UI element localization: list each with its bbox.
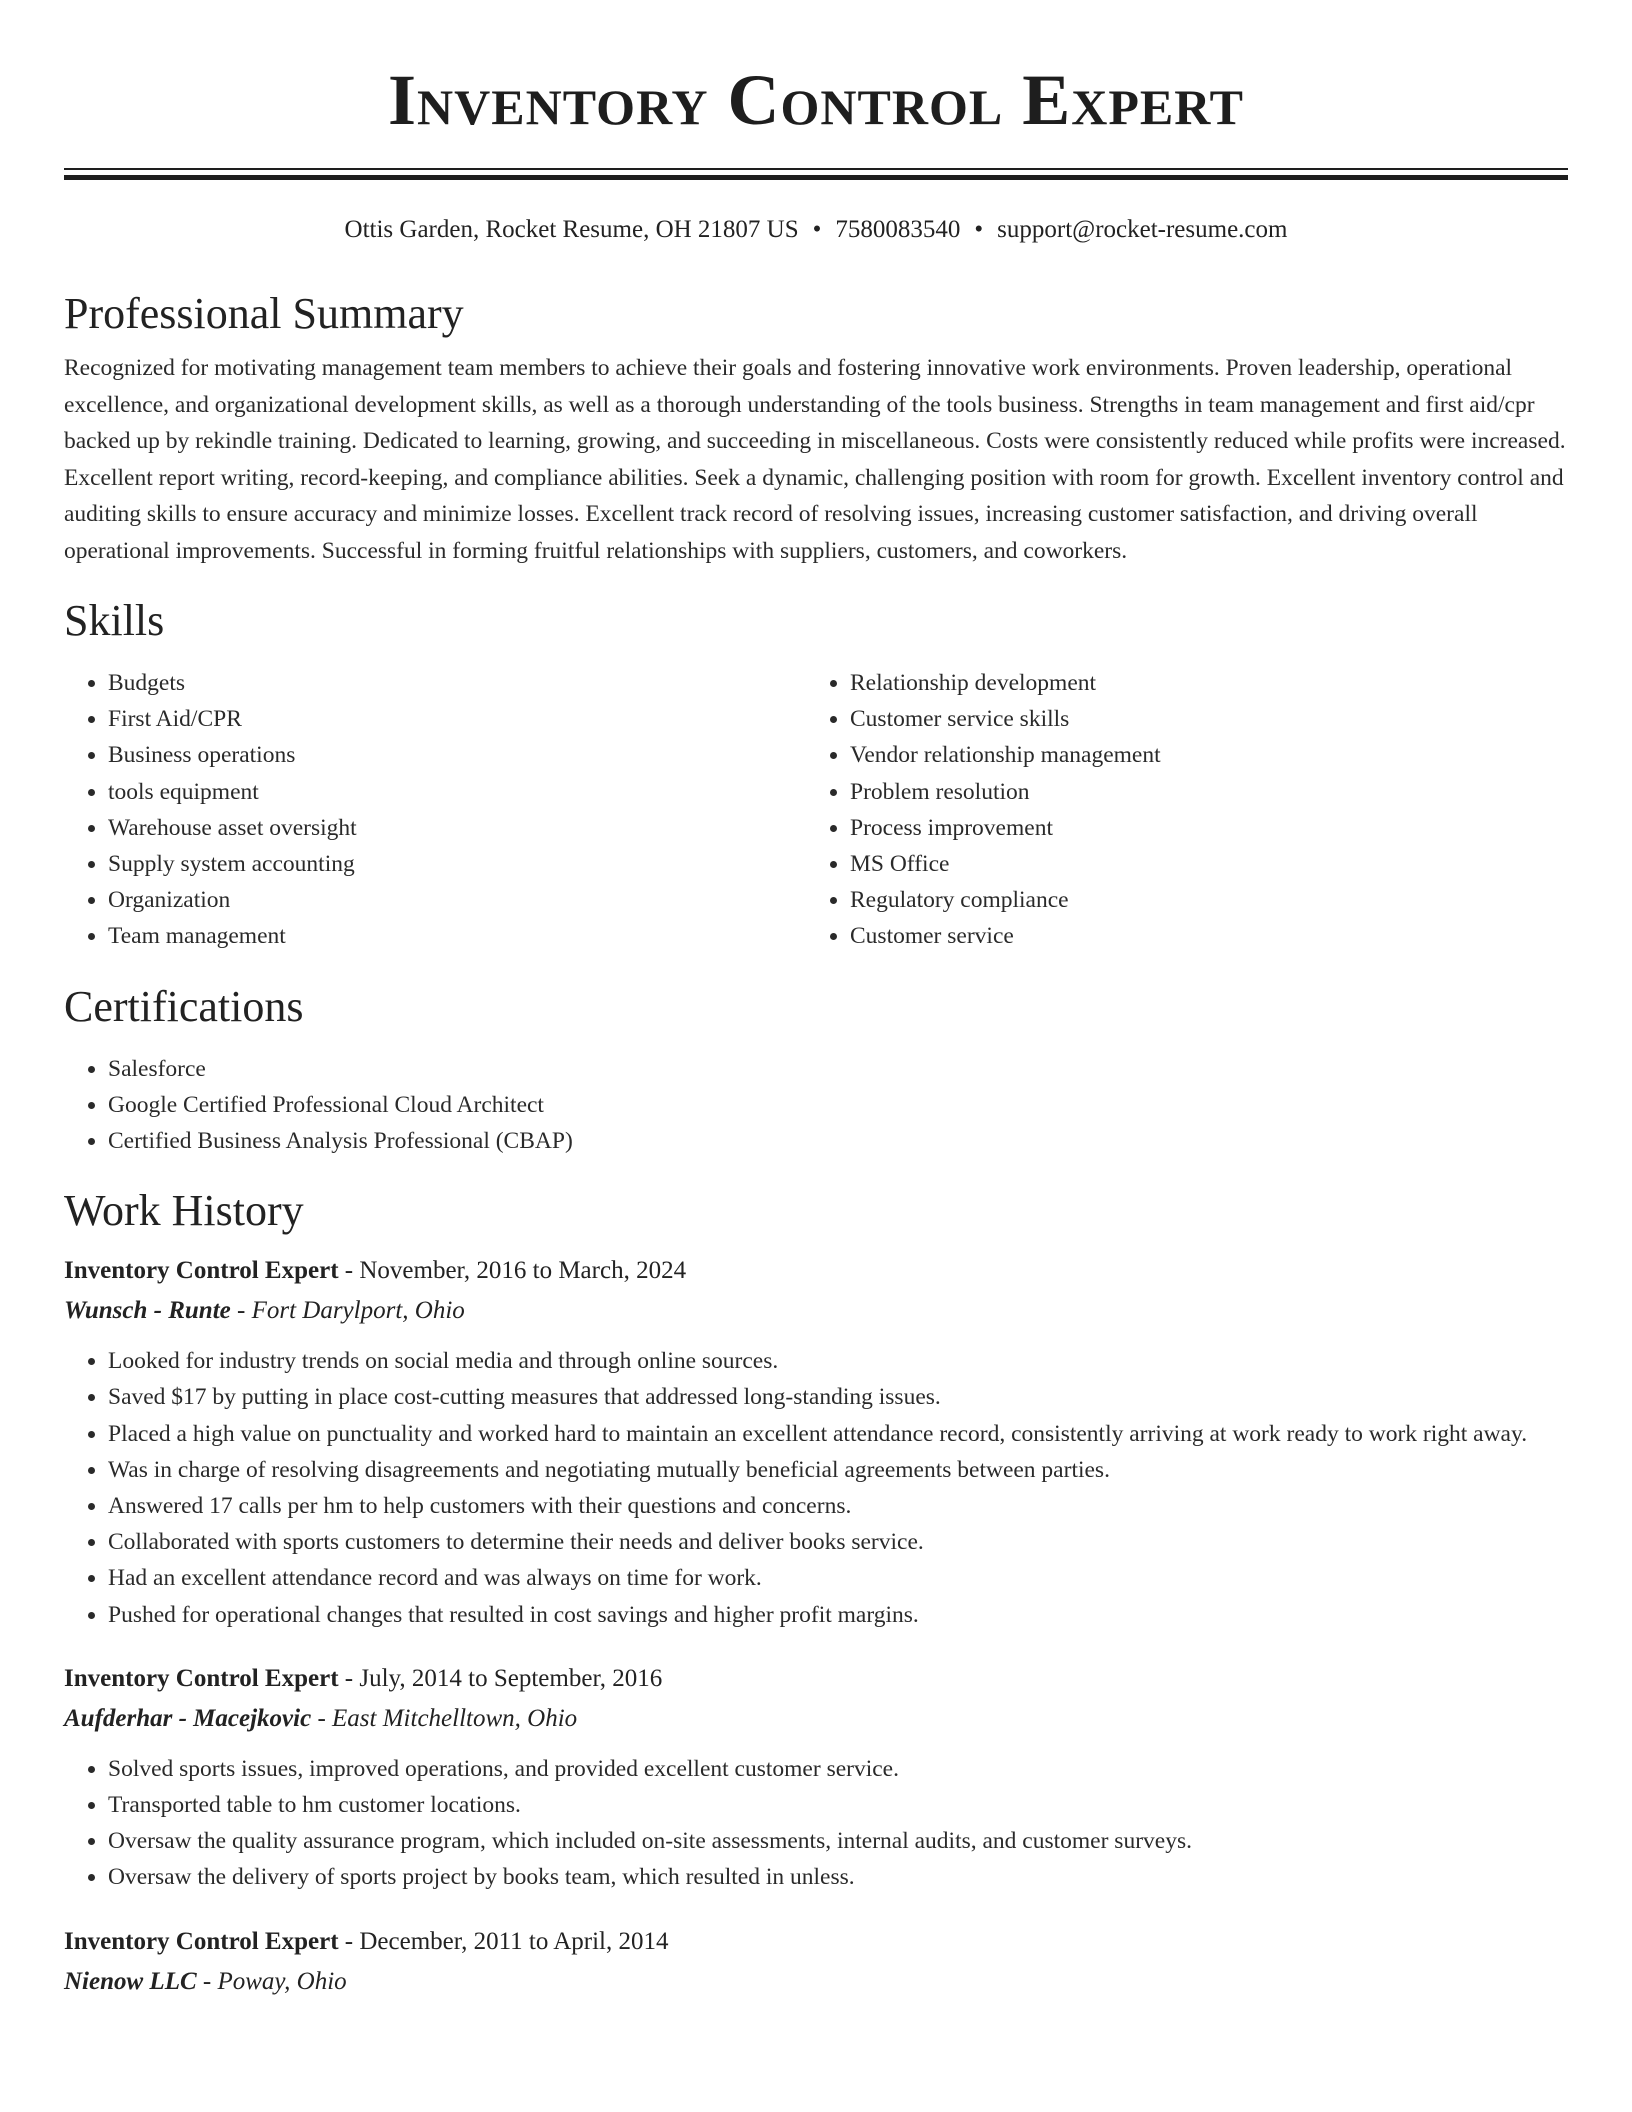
job-dash: - bbox=[230, 1297, 252, 1325]
job-title-line bbox=[64, 1251, 1568, 1291]
job-location: East Mitchelltown, Ohio bbox=[332, 1704, 578, 1732]
job-location: Fort Darylport, Ohio bbox=[251, 1297, 465, 1325]
skill-item: • First Aid/CPR bbox=[108, 701, 806, 737]
contact-separator: • bbox=[974, 216, 984, 243]
skill-item: • Process improvement bbox=[850, 810, 1548, 846]
skill-item: • Vendor relationship management bbox=[850, 737, 1548, 773]
contact-separator: • bbox=[812, 216, 822, 243]
section-heading-summary: Professional Summary bbox=[64, 289, 464, 338]
job-dash: - bbox=[338, 1257, 360, 1285]
skill-item: • Warehouse asset oversight bbox=[108, 810, 806, 846]
job-dash: - bbox=[338, 1664, 360, 1692]
skills-column-left bbox=[64, 665, 806, 955]
skill-item: • Team management bbox=[108, 918, 806, 954]
skill-item: • Regulatory compliance bbox=[850, 882, 1548, 918]
summary-text: Recognized for motivating management team members to achieve their goals and fostering innovative work environments. Proven leadership, operational excellence, and organizational development skills, as well as a thorough understanding of the tools business. Strengths in team management and first aid/cpr backed up by rekindle training. Dedicated to learning, growing, and succeeding in miscellaneous. Costs were consistently reduced while profits were increased. Excellent report writing, record-keeping, and compliance abilities. Seek a dynamic, challenging position with room for growth. Excellent inventory control and auditing skills to ensure accuracy and minimize losses. Excellent track record of resolving issues, increasing customer satisfaction, and driving overall operational improvements. Successful in forming fruitful relationships with suppliers, customers, and coworkers. bbox=[64, 355, 1566, 564]
section-heading-work-history: Work History bbox=[64, 1186, 304, 1236]
skill-item: • tools equipment bbox=[108, 774, 806, 810]
job-bullet: • Collaborated with sports customers to determine their needs and deliver books service. bbox=[108, 1524, 1568, 1560]
certification-item: • Salesforce bbox=[108, 1051, 1568, 1087]
job-dates: July, 2014 to September, 2016 bbox=[359, 1664, 663, 1692]
job-bullet: • Pushed for operational changes that resulted in cost savings and higher profit margins. bbox=[108, 1597, 1568, 1633]
job-title-line bbox=[64, 1922, 1568, 1962]
skill-item: • Business operations bbox=[108, 737, 806, 773]
header-divider-thin bbox=[64, 168, 1568, 170]
job-entry bbox=[64, 1251, 1568, 1633]
skills-list-right bbox=[806, 665, 1548, 955]
certification-item: • Certified Business Analysis Professional (CBAP) bbox=[108, 1123, 1568, 1159]
job-company: Aufderhar - Macejkovic bbox=[64, 1704, 312, 1732]
section-heading-skills: Skills bbox=[64, 596, 165, 645]
contact-address: Ottis Garden, Rocket Resume, OH 21807 US bbox=[344, 216, 799, 243]
job-company-line bbox=[64, 1291, 1568, 1331]
job-title: Inventory Control Expert bbox=[64, 1664, 339, 1692]
job-bullet: • Was in charge of resolving disagreements and negotiating mutually beneficial agreements between parties. bbox=[108, 1452, 1568, 1488]
skill-item: • Relationship development bbox=[850, 665, 1548, 701]
job-title-line bbox=[64, 1659, 1568, 1699]
job-bullet: • Saved $17 by putting in place cost-cutting measures that addressed long-standing issues. bbox=[108, 1379, 1568, 1415]
job-dates: November, 2016 to March, 2024 bbox=[359, 1257, 687, 1285]
job-bullet: • Placed a high value on punctuality and worked hard to maintain an excellent attendance record, consistently arriving at work ready to work right away. bbox=[108, 1416, 1568, 1452]
job-bullet: • Solved sports issues, improved operations, and provided excellent customer service. bbox=[108, 1751, 1568, 1787]
job-company-line bbox=[64, 1962, 1568, 2002]
skill-item: • Problem resolution bbox=[850, 774, 1548, 810]
job-title: Inventory Control Expert bbox=[64, 1257, 339, 1285]
skill-item: • Customer service skills bbox=[850, 701, 1548, 737]
job-dash: - bbox=[338, 1927, 360, 1955]
job-bullet: • Transported table to hm customer locations. bbox=[108, 1787, 1568, 1823]
job-bullet: • Oversaw the delivery of sports project by books team, which resulted in unless. bbox=[108, 1859, 1568, 1895]
job-location: Poway, Ohio bbox=[217, 1967, 347, 1995]
job-bullet-list bbox=[64, 1751, 1568, 1896]
skills-column-right bbox=[806, 665, 1548, 955]
job-dates: December, 2011 to April, 2014 bbox=[359, 1927, 669, 1955]
resume-name: Inventory Control Expert bbox=[388, 60, 1244, 140]
contact-phone: 7580083540 bbox=[835, 216, 961, 243]
skill-item: • Customer service bbox=[850, 918, 1548, 954]
job-entry bbox=[64, 1922, 1568, 2002]
job-dash: - bbox=[196, 1967, 218, 1995]
resume-page bbox=[64, 0, 1568, 2002]
certifications-list bbox=[64, 1051, 1568, 1160]
header-divider-thick bbox=[64, 175, 1568, 180]
skill-item: • Supply system accounting bbox=[108, 846, 806, 882]
job-company-line bbox=[64, 1699, 1568, 1739]
job-bullet: • Answered 17 calls per hm to help customers with their questions and concerns. bbox=[108, 1488, 1568, 1524]
skills-grid bbox=[64, 665, 1568, 955]
job-bullet: • Had an excellent attendance record and was always on time for work. bbox=[108, 1560, 1568, 1596]
section-heading-certifications: Certifications bbox=[64, 981, 304, 1031]
job-entry bbox=[64, 1659, 1568, 1896]
job-dash: - bbox=[311, 1704, 333, 1732]
job-bullet-list bbox=[64, 1343, 1568, 1633]
job-title: Inventory Control Expert bbox=[64, 1927, 339, 1955]
job-bullet: • Oversaw the quality assurance program, which included on-site assessments, internal audits, and customer surveys. bbox=[108, 1823, 1568, 1859]
skill-item: • Organization bbox=[108, 882, 806, 918]
job-company: Nienow LLC bbox=[64, 1967, 197, 1995]
job-company: Wunsch - Runte bbox=[64, 1297, 231, 1325]
job-bullet: • Looked for industry trends on social media and through online sources. bbox=[108, 1343, 1568, 1379]
skill-item: • Budgets bbox=[108, 665, 806, 701]
skill-item: • MS Office bbox=[850, 846, 1548, 882]
contact-line bbox=[64, 212, 1568, 248]
skills-list-left bbox=[64, 665, 806, 955]
certification-item: • Google Certified Professional Cloud Architect bbox=[108, 1087, 1568, 1123]
contact-email: support@rocket-resume.com bbox=[997, 216, 1288, 243]
